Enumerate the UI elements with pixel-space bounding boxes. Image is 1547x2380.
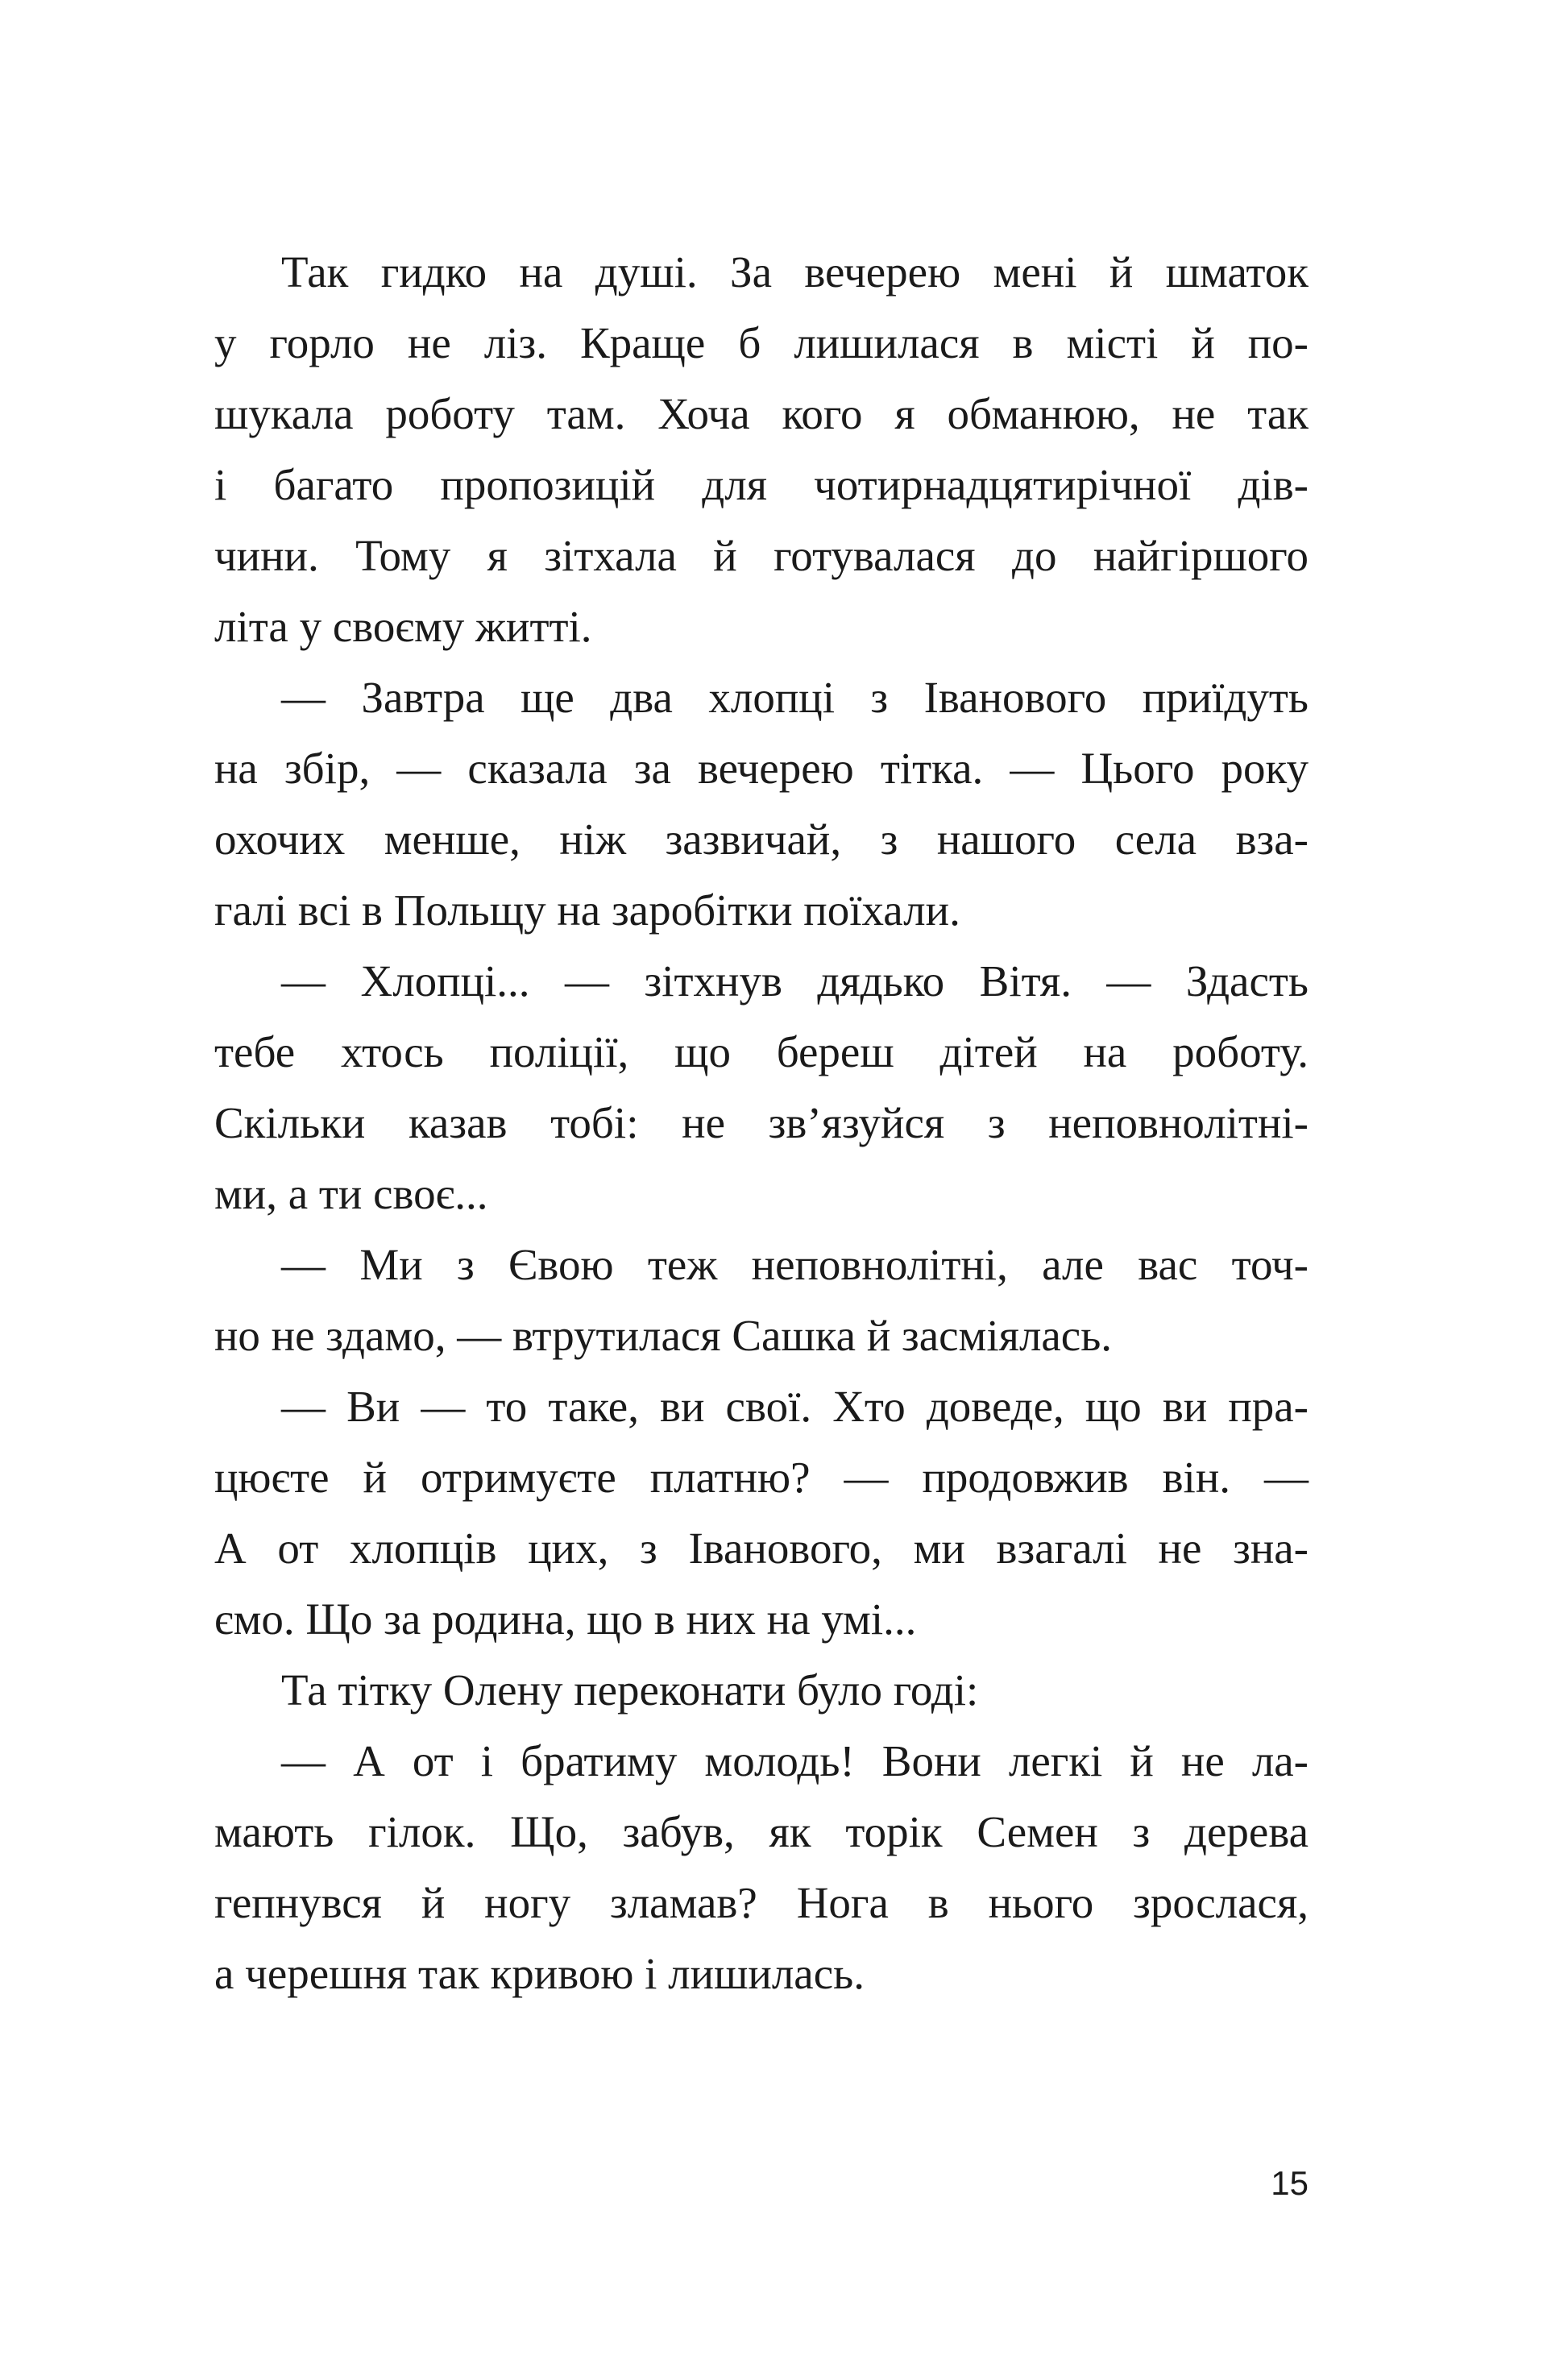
text-line: літа у своєму житті. [214, 602, 592, 651]
text-line: і багато пропозицій для чотирнадцятирічної дів- [214, 460, 1309, 509]
text-line: на збір, — сказала за вечерею тітка. — Цього року [214, 744, 1309, 793]
page-number: 15 [1271, 2164, 1309, 2202]
text-line: А от хлопців цих, з Іванового, ми взагалі не зна- [214, 1524, 1309, 1573]
text-line: охочих менше, ніж зазвичай, з нашого села вза- [214, 815, 1309, 864]
text-line: — Ми з Євою теж неповнолітні, але вас точ- [281, 1240, 1309, 1289]
text-line: галі всі в Польщу на заробітки поїхали. [214, 885, 960, 935]
text-line: шукала роботу там. Хоча кого я обманюю, не так [214, 389, 1309, 438]
body-text [214, 237, 1309, 2009]
text-line: мають гілок. Що, забув, як торік Семен з дерева [214, 1807, 1309, 1856]
text-line: — Завтра ще два хлопці з Іванового приїдуть [281, 673, 1309, 722]
text-line: Та тітку Олену переконати було годі: [281, 1665, 979, 1715]
text-line: гепнувся й ногу зламав? Нога в нього зрослася, [214, 1878, 1309, 1927]
text-line: у горло не ліз. Краще б лишилася в місті й по- [214, 318, 1309, 367]
text-line: но не здамо, — втрутилася Сашка й засміялась. [214, 1311, 1113, 1360]
text-line: цюєте й отримуєте платню? — продовжив він. — [214, 1453, 1309, 1502]
text-line: чини. Тому я зітхала й готувалася до найгіршого [214, 531, 1309, 580]
text-line: — А от і братиму молодь! Вони легкі й не ла- [281, 1736, 1309, 1785]
text-line: Так гидко на душі. За вечерею мені й шматок [281, 247, 1309, 296]
text-line: — Ви — то таке, ви свої. Хто доведе, що ви пра- [281, 1382, 1309, 1431]
text-line: а черешня так кривою і лишилась. [214, 1949, 865, 1998]
text-line: тебе хтось поліції, що береш дітей на роботу. [214, 1027, 1309, 1076]
text-line: — Хлопці... — зітхнув дядько Вітя. — Здасть [281, 956, 1309, 1005]
text-line: ємо. Що за родина, що в них на умі... [214, 1594, 917, 1644]
text-line: ми, а ти своє... [214, 1169, 488, 1218]
text-line: Скільки казав тобі: не зв’язуйся з неповнолітні- [214, 1098, 1309, 1147]
